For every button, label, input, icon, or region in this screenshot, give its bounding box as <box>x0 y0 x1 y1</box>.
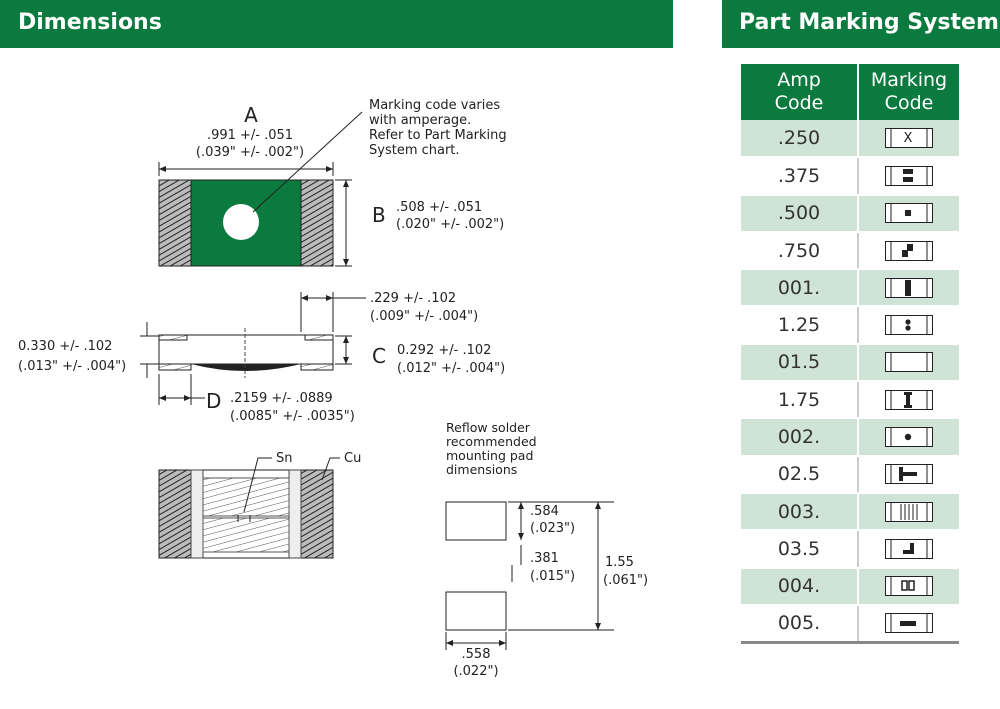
gap-in: (.015") <box>530 569 576 584</box>
marking-vertical-bar-icon <box>885 278 933 298</box>
dim-a-in: (.039" +/- .002") <box>195 145 305 160</box>
table-row <box>741 456 959 493</box>
marking-small-square-icon <box>885 203 933 223</box>
gap-mm: .381 <box>530 551 559 566</box>
amp-code-cell: 001. <box>741 269 858 306</box>
svg-text:X: X <box>903 131 913 147</box>
marking-code-cell <box>858 605 959 642</box>
dim-a-mm: .991 +/- .051 <box>206 128 294 143</box>
dim-left-mm: 0.330 +/- .102 <box>18 339 113 354</box>
dim-b-in: (.020" +/- .002") <box>396 217 505 232</box>
table-row <box>741 418 959 455</box>
marking-code-cell <box>858 381 959 418</box>
marking-code-cell <box>858 530 959 567</box>
solder-pad-top <box>446 502 506 540</box>
amp-code-cell: 005. <box>741 605 858 642</box>
dim-d-mm: .2159 +/- .0889 <box>230 391 333 406</box>
col-header-amp-code <box>741 64 858 120</box>
note-line-1: Marking code varies <box>369 98 501 113</box>
amp-code-cell: 003. <box>741 493 858 530</box>
marking-t-bar-left-icon <box>885 464 933 484</box>
marking-empty-icon <box>885 352 933 372</box>
reflow-line-3: mounting pad <box>446 448 534 463</box>
part-marking-title: Part Marking System <box>739 10 999 35</box>
marking-figure-eight-icon <box>885 315 933 335</box>
part-marking-table <box>741 64 959 644</box>
sn-label: Sn <box>276 451 293 466</box>
pad-height-in: (.023") <box>530 521 576 536</box>
amp-code-cell: .750 <box>741 232 858 269</box>
table-row <box>741 306 959 343</box>
marking-x-letter-icon <box>885 128 933 148</box>
marking-vertical-lines-icon <box>885 502 933 522</box>
dimensions-diagram <box>0 48 720 709</box>
col-header-marking-code <box>858 64 959 120</box>
table-row <box>741 195 959 232</box>
reflow-line-2: recommended <box>446 434 537 449</box>
table-row <box>741 568 959 605</box>
total-mm: 1.55 <box>605 555 634 570</box>
dim-d-in: (.0085" +/- .0035") <box>230 409 355 424</box>
col-header-amp-line1: Amp <box>777 69 821 91</box>
total-in: (.061") <box>603 573 649 588</box>
amp-code-cell: 1.25 <box>741 306 858 343</box>
marking-code-cell <box>858 269 959 306</box>
amp-code-cell: 002. <box>741 418 858 455</box>
table-row <box>741 269 959 306</box>
marking-dot <box>223 204 259 240</box>
table-row <box>741 120 959 157</box>
marking-code-cell <box>858 306 959 343</box>
dimensions-header <box>0 0 673 48</box>
chip-side-view <box>159 328 333 378</box>
marking-corner-block-icon <box>885 539 933 559</box>
marking-code-cell <box>858 568 959 605</box>
note-line-3: Refer to Part Marking <box>369 128 507 143</box>
marking-code-cell <box>858 232 959 269</box>
label-b: B <box>372 203 386 227</box>
pad-height-mm: .584 <box>530 504 559 519</box>
marking-code-cell <box>858 456 959 493</box>
dim-end-in: (.009" +/- .004") <box>370 309 479 324</box>
marking-code-cell <box>858 418 959 455</box>
dim-left-in: (.013" +/- .004") <box>18 359 127 374</box>
dimensions-title: Dimensions <box>18 10 162 35</box>
table-row <box>741 381 959 418</box>
amp-code-cell: 1.75 <box>741 381 858 418</box>
chip-cross-section <box>159 470 333 558</box>
marking-horizontal-bar-icon <box>885 613 933 633</box>
marking-offset-notch-icon <box>885 166 933 186</box>
amp-code-cell: 004. <box>741 568 858 605</box>
table-row <box>741 530 959 567</box>
note-line-2: with amperage. <box>369 113 472 128</box>
amp-code-cell: 02.5 <box>741 456 858 493</box>
label-a: A <box>244 103 258 127</box>
amp-code-cell: .375 <box>741 157 858 194</box>
marking-i-beam-icon <box>885 390 933 410</box>
marking-code-cell <box>858 195 959 232</box>
note-line-4: System chart. <box>369 143 460 158</box>
part-marking-header <box>722 0 1000 48</box>
table-row <box>741 605 959 642</box>
amp-code-cell: .500 <box>741 195 858 232</box>
marking-dot-icon <box>885 427 933 447</box>
marking-code-cell <box>858 344 959 381</box>
dim-c-in: (.012" +/- .004") <box>397 361 506 376</box>
col-header-mark-line1: Marking <box>870 69 948 91</box>
label-c: C <box>372 344 386 368</box>
amp-code-cell: 03.5 <box>741 530 858 567</box>
marking-code-cell <box>858 493 959 530</box>
marking-code-cell <box>858 157 959 194</box>
marking-code-cell <box>858 120 959 157</box>
table-row <box>741 344 959 381</box>
dim-b-mm: .508 +/- .051 <box>396 200 483 215</box>
col-header-mark-line2: Code <box>884 92 934 114</box>
cu-label: Cu <box>344 451 362 466</box>
amp-code-cell: .250 <box>741 120 858 157</box>
amp-code-cell: 01.5 <box>741 344 858 381</box>
solder-pad-bottom <box>446 592 506 630</box>
marking-step-block-icon <box>885 241 933 261</box>
reflow-line-1: Reflow solder <box>446 420 530 435</box>
pad-width-in: (.022") <box>453 664 499 679</box>
dim-end-mm: .229 +/- .102 <box>370 291 457 306</box>
label-d: D <box>206 389 222 413</box>
pad-width-mm: .558 <box>461 647 491 662</box>
col-header-amp-line2: Code <box>774 92 824 114</box>
table-row <box>741 157 959 194</box>
dim-c-mm: 0.292 +/- .102 <box>397 343 492 358</box>
marking-double-zero-icon <box>885 576 933 596</box>
table-row <box>741 493 959 530</box>
reflow-line-4: dimensions <box>446 462 518 477</box>
table-row <box>741 232 959 269</box>
